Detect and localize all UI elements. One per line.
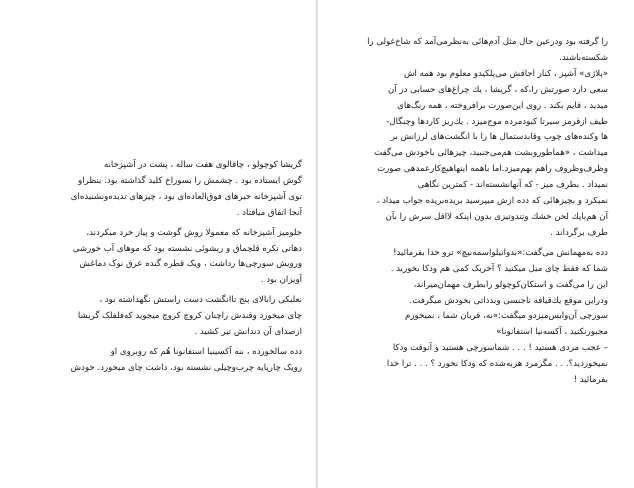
- paragraph: [36, 293, 302, 341]
- text-line: توی آشپزخانه خبرهای فوق‌العاده‌ای بود ، چیزهای ندیده‌ونشنیده‌ای: [70, 191, 302, 202]
- text-line: آنجا اتفاق میافتاد .: [236, 207, 302, 218]
- text-line: – عجب مردی هستید ! . . . شماسورچی هستید و آنوقت ودکا: [392, 343, 608, 354]
- text-line: دده به‌مهمانش می‌گفت:«بدوانیلواسمه‌نیچ» ترو خدا بفرمائید!: [393, 247, 608, 258]
- text-line: طرف برگرداند .: [550, 227, 608, 238]
- text-line: ها وکنده‌های چوب وقابدستمال ها را با انگشت‌های لرزانش بر: [390, 132, 608, 143]
- text-line: مجبورنکنید ، آکسه‌نیا استفانونا»: [496, 327, 608, 338]
- text-line: سعی دارد صورتش را،که ، گریشا ، یك چراغ‌های حسابی در آن: [388, 84, 608, 95]
- text-line: دده سالخورده ، ننه آکسینیا استفانونا هُم که روبروی او: [110, 346, 302, 357]
- paragraph: [36, 226, 302, 290]
- text-line: این را می‌گفت و استکان‌کوچولو رابطرف مهمان‌میراند،: [413, 279, 608, 290]
- text-line: ورویش سورچی‌ها رداشت ، ویک قطره گنده عرق نوک دماغش: [79, 259, 302, 270]
- paragraph: [348, 67, 608, 242]
- text-line: دهاتی نکره قلچماق و ریشوئی نشسته بود که موهای آب خورشی: [72, 243, 302, 254]
- text-line: چای میخورد وقندش راچنان کروچ کروچ میجوید که‌فلفلک گریشا: [77, 311, 302, 322]
- text-line: نمیخوردید؟. . . مگرمرد هزبه‌شده که ودکا نخورد ؟ . . . ترا خدا: [386, 359, 608, 370]
- text-line: رویک چارپایه چرب‌وچیلی نشسته بود، داشت چای میخورد. خودش: [70, 362, 302, 373]
- dialogue-paragraph: [348, 309, 608, 341]
- text-line: میدید ، قایم بکند . روی این‌صورت برافروخته ، همه رنگ‌های: [397, 100, 608, 111]
- text-line: را گرفته بود ودرعین حال مثل آدم‌هائی به‌نظرمی‌آمد که شاخ‌غولی را: [367, 37, 608, 47]
- text-line: وظرف‌وظروف راهم بهم‌میزد.اما باهمه اینهاهیچ‌کارعمدهی صورت: [377, 164, 608, 175]
- text-line: گریشا کوچولو ، چاقالوی هفت ساله ، پشت در آشپزخانه: [103, 160, 302, 170]
- left-page: [36, 158, 302, 377]
- paragraph: [348, 35, 608, 67]
- right-page: [348, 35, 608, 389]
- book-gutter: [316, 0, 318, 488]
- text-line: ازصدای آن دندانش تیر کشید .: [194, 327, 302, 338]
- text-line: نمیکرد و بچیزهائی که دده ازش میپرسید بریده‌بریده جواب میداد ،: [376, 196, 608, 207]
- text-line: «پلاژی» آشپز ، کنار اجاقش می‌پلکیدو معلوم بود همه اش: [403, 68, 608, 79]
- paragraph: [36, 345, 302, 377]
- text-line: نعلبکی رابالای پنج تاانگشت دست راستش نگهداشته بود ،: [99, 295, 302, 306]
- dialogue-paragraph: [348, 246, 608, 278]
- text-line: طیف ازقرمز سیرتا کبودمرده موج‌میزد . یك‌ریز کارد‌ها وچنگال-: [386, 116, 608, 127]
- text-line: گوش ایستاده بود . چشمش را بسوراخ کلید گذاشته بود. بنظراو: [78, 175, 302, 186]
- text-line: جلومیز آشپزخانه که معمولا روش گوشت و پیاز خرد میکردند،: [86, 227, 302, 238]
- text-line: سورچی آن‌وابس‌میزدو میگفت:«نه، قربان شما ، نمیخورم: [405, 311, 608, 322]
- text-line: آن هم‌بایك لحن خشك وتندوتیزی بدون اینکه لااقل سرش را بآن: [385, 211, 608, 222]
- text-line: نمیداد . بطرف میز - که آنهانشسته‌اند - کمترین نگاهی: [417, 180, 608, 191]
- text-line: بفرمائید !: [573, 375, 608, 386]
- text-line: شکسته‌باشند.: [559, 52, 608, 63]
- text-line: میداشت ، «هماطوروبشت هم‌می‌جنبید، چیزهائی باخودش می‌گفت: [374, 148, 608, 159]
- text-line: آویزان بود .: [260, 275, 302, 286]
- text-line: ودراین موقع یك‌قیافه ناجنسی وبدذاتی بخودش میگرفت.: [409, 295, 608, 306]
- paragraph: [36, 158, 302, 222]
- dialogue-paragraph: [348, 341, 608, 389]
- dialogue-paragraph: [348, 278, 608, 310]
- text-line: شما که فقط چای میل میکنید ؟ آخریک کمی هم ودکا بخورید .: [390, 263, 608, 274]
